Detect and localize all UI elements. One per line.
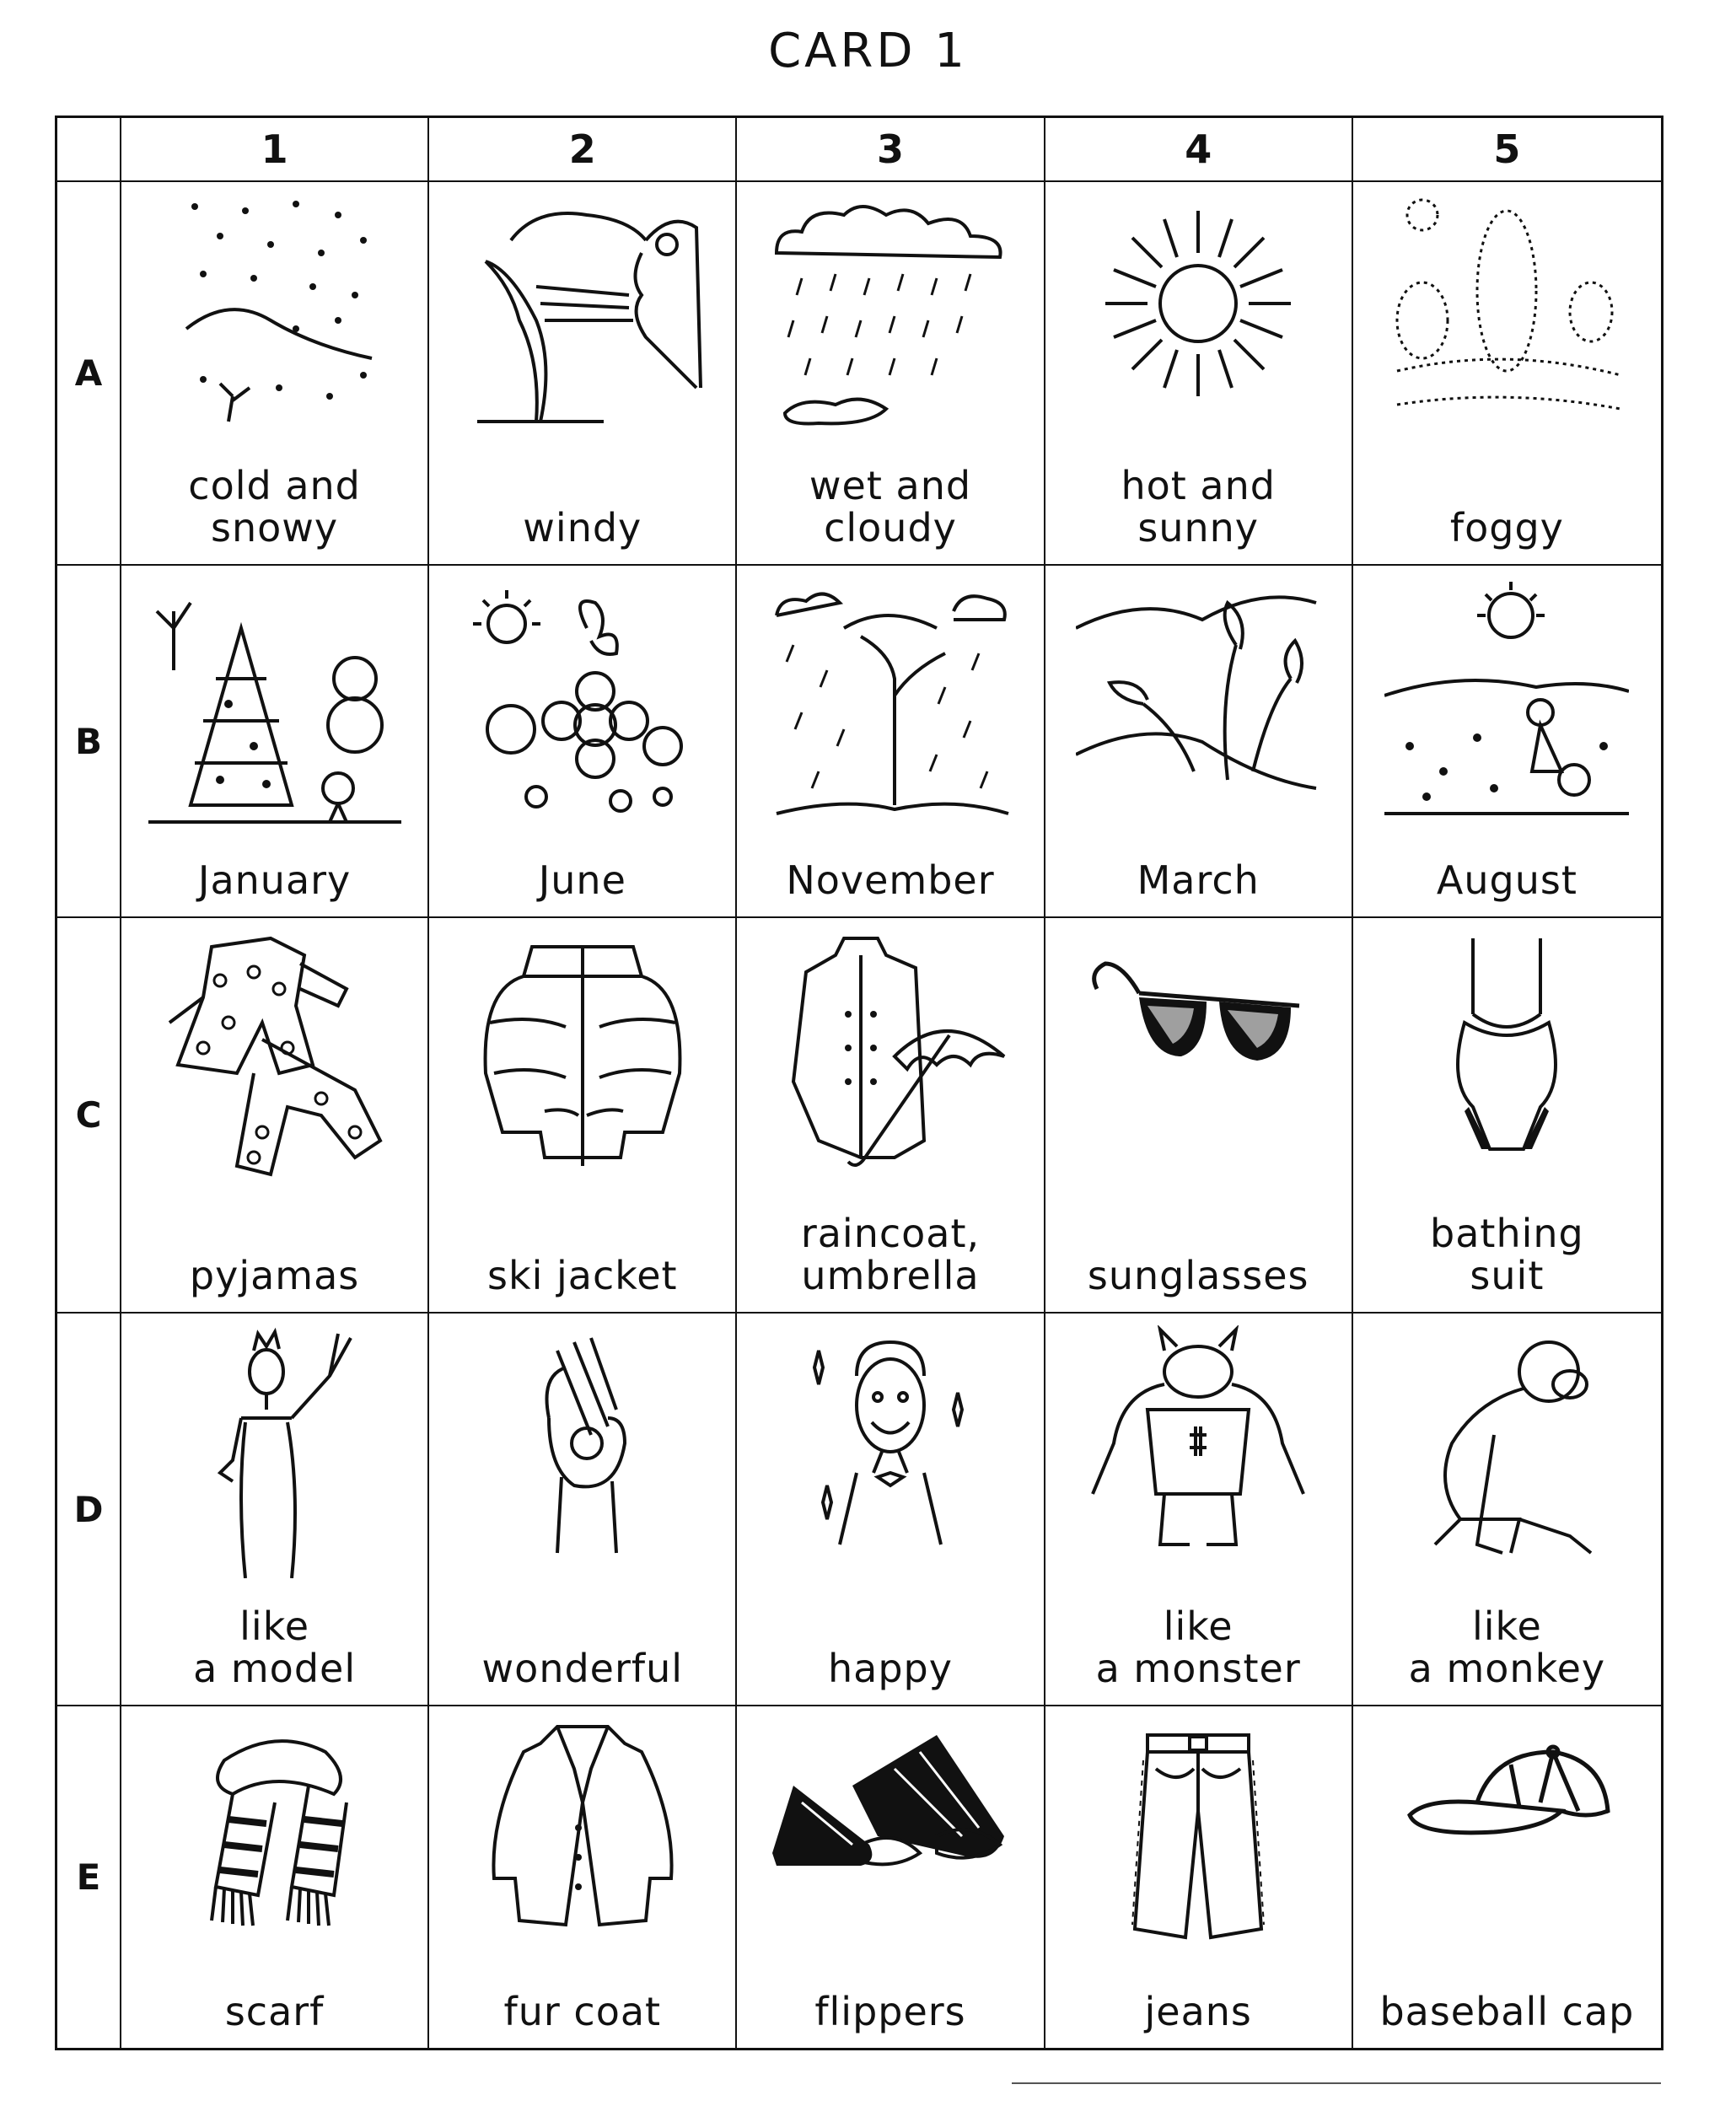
column-header-2: 2 <box>429 118 737 182</box>
cell-d2 <box>429 1314 737 1706</box>
cell-a2 <box>429 182 737 566</box>
cell-label: January <box>197 857 352 903</box>
cell-d1 <box>121 1314 429 1706</box>
flowers-butterfly-icon <box>460 578 705 830</box>
pyjamas-icon <box>153 930 397 1183</box>
cell-label: June <box>538 857 626 903</box>
scarf-icon <box>191 1718 359 1929</box>
rain-cloud-icon <box>768 194 1013 430</box>
bottom-rule <box>1012 2082 1661 2084</box>
cell-label: fur coat <box>503 1989 662 2034</box>
cell-label: flippers <box>814 1989 966 2034</box>
cell-d5 <box>1353 1314 1661 1706</box>
cell-label: like a monster <box>1095 1604 1301 1691</box>
vocabulary-grid <box>55 116 1663 2050</box>
cell-label: windy <box>523 505 642 551</box>
happy-face-icon <box>806 1325 975 1561</box>
cell-label: March <box>1137 857 1260 903</box>
cell-e2 <box>429 1706 737 2048</box>
row-header-e: E <box>57 1706 121 2048</box>
cell-d3 <box>737 1314 1045 1706</box>
cell-label: wet and cloudy <box>809 463 972 551</box>
snowy-scene-icon <box>169 194 380 430</box>
cell-label: November <box>786 857 995 903</box>
cell-label: sunglasses <box>1087 1253 1309 1298</box>
raincoat-umbrella-icon <box>768 930 1013 1174</box>
row-header-d: D <box>57 1314 121 1706</box>
cell-c1 <box>121 918 429 1314</box>
cell-label: raincoat, umbrella <box>800 1211 981 1298</box>
cell-e1 <box>121 1706 429 2048</box>
sun-icon <box>1093 194 1303 413</box>
cell-e3 <box>737 1706 1045 2048</box>
girl-in-meadow-icon <box>1384 578 1629 830</box>
cell-label: like a model <box>193 1604 357 1691</box>
cell-c3 <box>737 918 1045 1314</box>
cell-label: bathing suit <box>1430 1211 1584 1298</box>
monster-icon <box>1080 1325 1316 1561</box>
cell-c5 <box>1353 918 1661 1314</box>
corner-cell <box>57 118 121 182</box>
wind-face-tree-icon <box>460 194 705 430</box>
cell-label: hot and sunny <box>1121 463 1276 551</box>
rainy-tree-icon <box>768 578 1013 830</box>
row-header-b: B <box>57 566 121 918</box>
row-header-c: C <box>57 918 121 1314</box>
cell-label: scarf <box>224 1989 325 2034</box>
cell-c2 <box>429 918 737 1314</box>
cell-label: ski jacket <box>486 1253 678 1298</box>
cell-a1 <box>121 182 429 566</box>
row-header-a: A <box>57 182 121 566</box>
cell-label: wonderful <box>481 1646 684 1691</box>
baseball-cap-icon <box>1393 1718 1620 1887</box>
cell-c4 <box>1045 918 1353 1314</box>
winter-tree-snowman-icon <box>148 578 401 830</box>
model-icon <box>182 1325 368 1578</box>
bathing-suit-icon <box>1422 930 1591 1174</box>
cell-label: foggy <box>1449 505 1564 551</box>
cell-label: like a monkey <box>1408 1604 1606 1691</box>
cell-label: jeans <box>1144 1989 1252 2034</box>
ski-jacket-icon <box>473 930 692 1174</box>
cell-label: pyjamas <box>189 1253 360 1298</box>
flippers-icon <box>768 1718 1013 1887</box>
column-header-5: 5 <box>1353 118 1661 182</box>
fur-coat-icon <box>481 1718 684 1937</box>
cell-b4 <box>1045 566 1353 918</box>
column-header-1: 1 <box>121 118 429 182</box>
column-header-3: 3 <box>737 118 1045 182</box>
cell-a3 <box>737 182 1045 566</box>
cell-a4 <box>1045 182 1353 566</box>
cell-label: cold and snowy <box>188 463 361 551</box>
cell-e4 <box>1045 1706 1353 2048</box>
card-title: CARD 1 <box>768 24 968 78</box>
cell-label: baseball cap <box>1379 1989 1635 2034</box>
cell-a5 <box>1353 182 1661 566</box>
cell-label: happy <box>828 1646 953 1691</box>
jeans-icon <box>1114 1718 1282 1954</box>
ok-hand-icon <box>498 1325 667 1561</box>
monkey-icon <box>1401 1325 1612 1570</box>
cell-b2 <box>429 566 737 918</box>
snowdrops-icon <box>1076 578 1320 814</box>
sunglasses-icon <box>1088 930 1308 1099</box>
cell-e5 <box>1353 1706 1661 2048</box>
foggy-trees-icon <box>1389 194 1625 430</box>
cell-label: August <box>1436 857 1577 903</box>
cell-b5 <box>1353 566 1661 918</box>
column-header-4: 4 <box>1045 118 1353 182</box>
cell-b1 <box>121 566 429 918</box>
cell-d4 <box>1045 1314 1353 1706</box>
cell-b3 <box>737 566 1045 918</box>
